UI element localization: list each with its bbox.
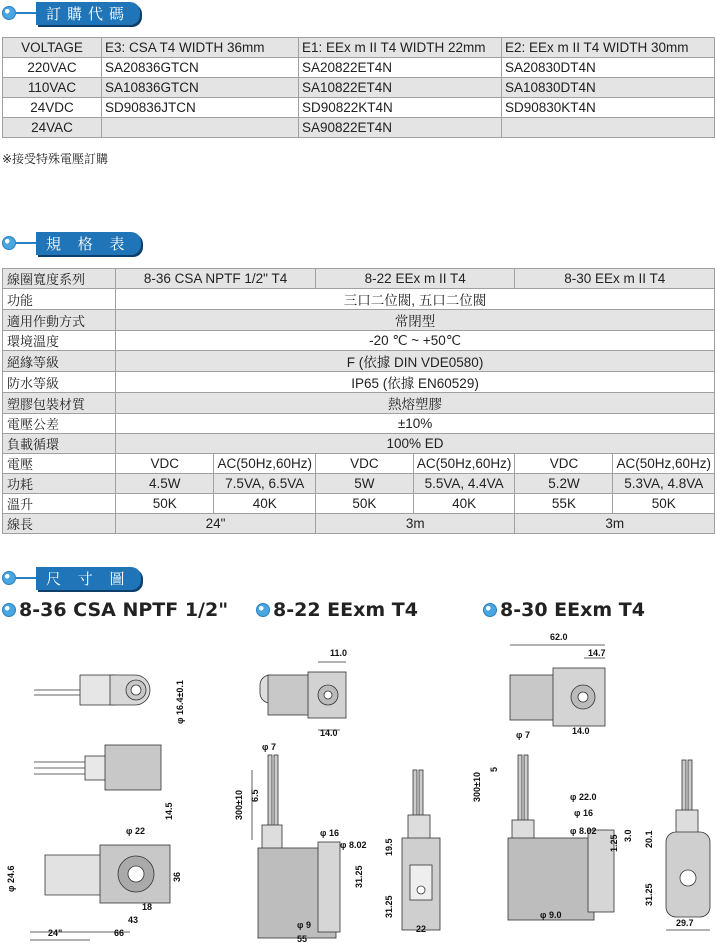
table-row: [3, 310, 715, 331]
table-row: [3, 494, 715, 514]
dim-label: 14.0: [572, 726, 590, 736]
eexm30-front-view: [508, 755, 614, 920]
diagram-title-30: [483, 599, 645, 621]
table-row: [3, 434, 715, 454]
dim-label: 14.5: [164, 802, 174, 820]
spec-heading: [2, 233, 141, 253]
table-header-cell: 8-22 EEx m II T4: [315, 269, 514, 289]
bullet-icon: [2, 603, 16, 617]
diagram-title-text: 8-30 EExm T4: [500, 599, 645, 621]
table-cell: SA10836GTCN: [102, 78, 299, 98]
dimensions-heading: [2, 568, 141, 588]
dim-label: φ 8.02: [570, 826, 597, 836]
dimension-drawings: [0, 620, 717, 950]
table-cell: SA90822ET4N: [299, 118, 502, 138]
eexm30-side-view: [666, 760, 710, 930]
csa-coil-side-view: [34, 745, 161, 790]
dim-label: 3.0: [623, 829, 633, 842]
dim-label: 29.7: [676, 918, 694, 928]
table-cell: F (依據 DIN VDE0580): [116, 351, 715, 372]
order-note: ※接受特殊電壓訂購: [2, 152, 109, 166]
table-cell: 24VDC: [3, 98, 102, 118]
dim-label: φ 7: [262, 742, 276, 752]
bullet-icon: [2, 571, 16, 585]
table-cell: SA10822ET4N: [299, 78, 502, 98]
diagram-title-text: 8-36 CSA NPTF 1/2": [19, 599, 229, 621]
table-row: [3, 351, 715, 372]
table-cell: 40K: [413, 494, 515, 514]
dim-label: 24": [48, 928, 63, 938]
dim-label: φ 16.4±0.1: [175, 680, 185, 724]
table-cell: 3m: [315, 514, 514, 534]
table-header-row: [3, 38, 715, 58]
table-header-cell: 8-30 EEx m II T4: [515, 269, 715, 289]
table-cell: 5.5VA, 4.4VA: [413, 474, 515, 494]
dim-label: 66: [114, 928, 125, 938]
dim-label: 31.25: [354, 865, 364, 888]
dim-label: φ 24.6: [6, 865, 16, 892]
heading-line: [16, 242, 36, 244]
dim-label: 300±10: [472, 772, 482, 802]
table-header-cell: E2: EEx m II T4 WIDTH 30mm: [502, 38, 715, 58]
eexm22-front-view: [252, 755, 340, 938]
table-cell: ±10%: [116, 414, 715, 434]
dim-label: 1.25: [609, 834, 619, 852]
dim-label: 18: [142, 902, 153, 912]
bullet-icon: [483, 603, 497, 617]
table-cell: 防水等級: [3, 372, 116, 393]
dim-label: 31.25: [384, 895, 394, 918]
table-cell: 塑膠包裝材質: [3, 393, 116, 414]
table-row: [3, 289, 715, 310]
table-cell: SD90822KT4N: [299, 98, 502, 118]
table-row: [3, 78, 715, 98]
dimensions-title: 尺 寸 圖: [36, 567, 141, 590]
table-cell: 3m: [515, 514, 715, 534]
dim-label: 6.5: [250, 789, 260, 802]
table-cell: SD90836JTCN: [102, 98, 299, 118]
dim-label: 36: [172, 871, 182, 882]
table-cell: IP65 (依據 EN60529): [116, 372, 715, 393]
table-cell: SA20822ET4N: [299, 58, 502, 78]
dim-label: 14.7: [588, 648, 606, 658]
dim-label: φ 7: [516, 730, 530, 740]
table-cell: 220VAC: [3, 58, 102, 78]
table-cell: AC(50Hz,60Hz): [413, 454, 515, 474]
table-cell: 適用作動方式: [3, 310, 116, 331]
table-header-row: [3, 269, 715, 289]
table-cell: 功能: [3, 289, 116, 310]
table-cell: 常閉型: [116, 310, 715, 331]
table-row: [3, 118, 715, 138]
table-cell: 110VAC: [3, 78, 102, 98]
dim-label: 20.1: [644, 830, 654, 848]
table-cell: 電壓公差: [3, 414, 116, 434]
table-cell: AC(50Hz,60Hz): [214, 454, 316, 474]
table-cell: -20 ℃ ~ +50℃: [116, 331, 715, 351]
bullet-icon: [2, 236, 16, 250]
table-header-cell: E1: EEx m II T4 WIDTH 22mm: [299, 38, 502, 58]
order-code-title: 訂購代碼: [36, 2, 140, 25]
table-cell: 三口二位閥, 五口二位閥: [116, 289, 715, 310]
order-code-heading: [2, 3, 140, 23]
table-cell: 線長: [3, 514, 116, 534]
bullet-icon: [2, 6, 16, 20]
dim-label: φ 9: [297, 920, 311, 930]
table-cell: VDC: [315, 454, 413, 474]
table-cell: [502, 118, 715, 138]
table-cell: 5W: [315, 474, 413, 494]
table-cell: 熱熔塑膠: [116, 393, 715, 414]
table-cell: 50K: [315, 494, 413, 514]
table-header-cell: VOLTAGE: [3, 38, 102, 58]
heading-line: [16, 12, 36, 14]
spec-table: [2, 268, 715, 534]
table-cell: VDC: [116, 454, 214, 474]
table-cell: 5.2W: [515, 474, 613, 494]
order-code-table: [2, 37, 715, 138]
table-cell: 55K: [515, 494, 613, 514]
diagram-title-22: [256, 599, 418, 621]
table-cell: 溫升: [3, 494, 116, 514]
table-cell: 4.5W: [116, 474, 214, 494]
table-cell: 7.5VA, 6.5VA: [214, 474, 316, 494]
table-row: [3, 474, 715, 494]
dim-label: φ 8.02: [340, 840, 367, 850]
eexm22-top-view: [260, 662, 346, 730]
dim-label: φ 16: [574, 808, 593, 818]
csa-coil-top-view: [34, 675, 150, 705]
dim-label: φ 16: [320, 828, 339, 838]
table-cell: SA20836GTCN: [102, 58, 299, 78]
dim-label: 55: [297, 934, 308, 944]
table-row: [3, 58, 715, 78]
dim-label: 19.5: [384, 838, 394, 856]
table-row: [3, 454, 715, 474]
table-cell: VDC: [515, 454, 613, 474]
table-cell: SA20830DT4N: [502, 58, 715, 78]
dim-label: φ 9.0: [540, 910, 562, 920]
dim-label: 43: [128, 915, 139, 925]
dim-label: 5: [489, 766, 499, 772]
table-header-cell: 線圈寬度系列: [3, 269, 116, 289]
dim-label: 22: [416, 924, 427, 934]
dim-label: 14.0: [320, 728, 338, 738]
diagram-title-csa: [2, 599, 228, 621]
table-cell: 電壓: [3, 454, 116, 474]
table-row: [3, 514, 715, 534]
table-cell: 5.3VA, 4.8VA: [613, 474, 715, 494]
table-cell: 24VAC: [3, 118, 102, 138]
dim-label: 11.0: [330, 648, 348, 658]
eexm22-side-view: [402, 770, 440, 930]
table-header-cell: E3: CSA T4 WIDTH 36mm: [102, 38, 299, 58]
table-cell: 絕緣等級: [3, 351, 116, 372]
table-cell: SD90830KT4N: [502, 98, 715, 118]
table-cell: SA10830DT4N: [502, 78, 715, 98]
table-cell: [102, 118, 299, 138]
table-cell: 功耗: [3, 474, 116, 494]
table-cell: 24": [116, 514, 316, 534]
table-row: [3, 393, 715, 414]
dim-label: 62.0: [550, 632, 568, 642]
table-row: [3, 414, 715, 434]
table-cell: 50K: [116, 494, 214, 514]
table-row: [3, 372, 715, 393]
table-cell: AC(50Hz,60Hz): [613, 454, 715, 474]
dim-label: φ 22.0: [570, 792, 597, 802]
diagram-title-text: 8-22 EExm T4: [273, 599, 418, 621]
table-header-cell: 8-36 CSA NPTF 1/2" T4: [116, 269, 316, 289]
dim-label: 31.25: [644, 883, 654, 906]
table-row: [3, 98, 715, 118]
table-cell: 負載循環: [3, 434, 116, 454]
table-row: [3, 331, 715, 351]
table-cell: 100% ED: [116, 434, 715, 454]
heading-line: [16, 577, 36, 579]
table-cell: 環境溫度: [3, 331, 116, 351]
bullet-icon: [256, 603, 270, 617]
dim-label: φ 22: [126, 826, 145, 836]
dim-label: 300±10: [234, 790, 244, 820]
table-cell: 40K: [214, 494, 316, 514]
csa-coil-bottom-view: [30, 845, 170, 940]
spec-title: 規 格 表: [36, 232, 141, 255]
table-cell: 50K: [613, 494, 715, 514]
